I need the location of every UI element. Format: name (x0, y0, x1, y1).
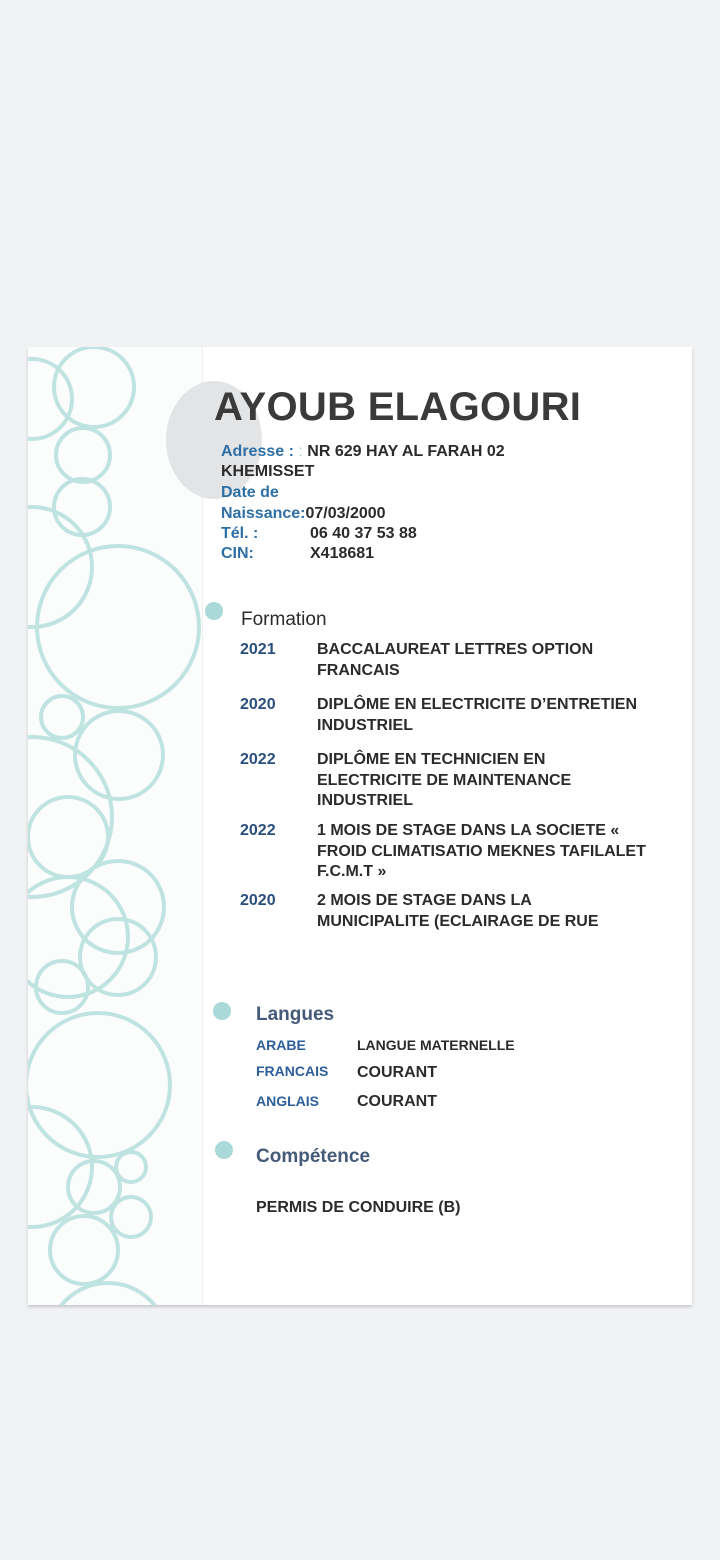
cin-label: CIN: (221, 545, 254, 562)
formation-year: 2022 (240, 751, 276, 768)
formation-description (317, 695, 682, 736)
birth-value: 07/03/2000 (305, 505, 386, 522)
language-level: COURANT (357, 1093, 437, 1110)
langues-bullet (213, 1002, 231, 1020)
address-separator: : (298, 443, 303, 460)
formation-year: 2020 (240, 696, 276, 713)
decorative-sidebar (28, 347, 203, 1305)
birth-line (221, 504, 386, 524)
formation-year: 2022 (240, 822, 276, 839)
formation-description-line: FROID CLIMATISATIO MEKNES TAFILALET (317, 842, 646, 860)
candidate-name: AYOUB ELAGOURI (214, 385, 582, 429)
formation-description-line: INDUSTRIEL (317, 792, 413, 809)
competence-title: Compétence (256, 1146, 371, 1167)
formation-title: Formation (241, 609, 327, 630)
formation-description (317, 640, 682, 681)
language-name: ANGLAIS (256, 1093, 319, 1109)
formation-description-line: 2 MOIS DE STAGE DANS LA (317, 892, 532, 909)
formation-description-line: ELECTRICITE DE MAINTENANCE (317, 771, 572, 789)
formation-description-line: F.C.M.T » (317, 863, 387, 880)
language-name: FRANCAIS (256, 1063, 329, 1079)
competence-bullet (215, 1141, 233, 1159)
formation-description-line: 1 MOIS DE STAGE DANS LA SOCIETE « (317, 822, 620, 839)
langues-title: Langues (256, 1004, 335, 1025)
birth-label-line1: Date de (221, 484, 279, 501)
phone-value: 06 40 37 53 88 (310, 525, 417, 542)
formation-description (317, 750, 682, 812)
formation-description (317, 821, 682, 883)
address-value: NR 629 HAY AL FARAH 02 (307, 443, 505, 460)
competence-item: PERMIS DE CONDUIRE (B) (256, 1199, 461, 1216)
formation-description-line: BACCALAUREAT LETTRES OPTION (317, 641, 594, 658)
phone-label: Tél. : (221, 525, 259, 542)
address-label: Adresse : (221, 443, 294, 460)
language-name: ARABE (256, 1037, 306, 1053)
formation-description-line: DIPLÔME EN TECHNICIEN EN (317, 751, 546, 768)
address-line-1 (221, 442, 505, 462)
address-city: KHEMISSET (221, 463, 315, 480)
resume-page (28, 347, 692, 1305)
formation-year: 2020 (240, 892, 276, 909)
language-level: LANGUE MATERNELLE (357, 1037, 515, 1053)
formation-description (317, 891, 682, 932)
birth-label-line2: Naissance: (221, 505, 306, 522)
bubble-pattern (28, 347, 202, 1305)
cin-value: X418681 (310, 545, 375, 562)
formation-description-line: DIPLÔME EN ELECTRICITE D’ENTRETIEN (317, 696, 638, 713)
language-level: COURANT (357, 1064, 437, 1081)
formation-bullet (205, 602, 223, 620)
formation-description-line: FRANCAIS (317, 661, 400, 679)
formation-description-line: MUNICIPALITE (ECLAIRAGE DE RUE (317, 912, 599, 930)
formation-description-line: INDUSTRIEL (317, 716, 413, 734)
formation-year: 2021 (240, 641, 276, 658)
